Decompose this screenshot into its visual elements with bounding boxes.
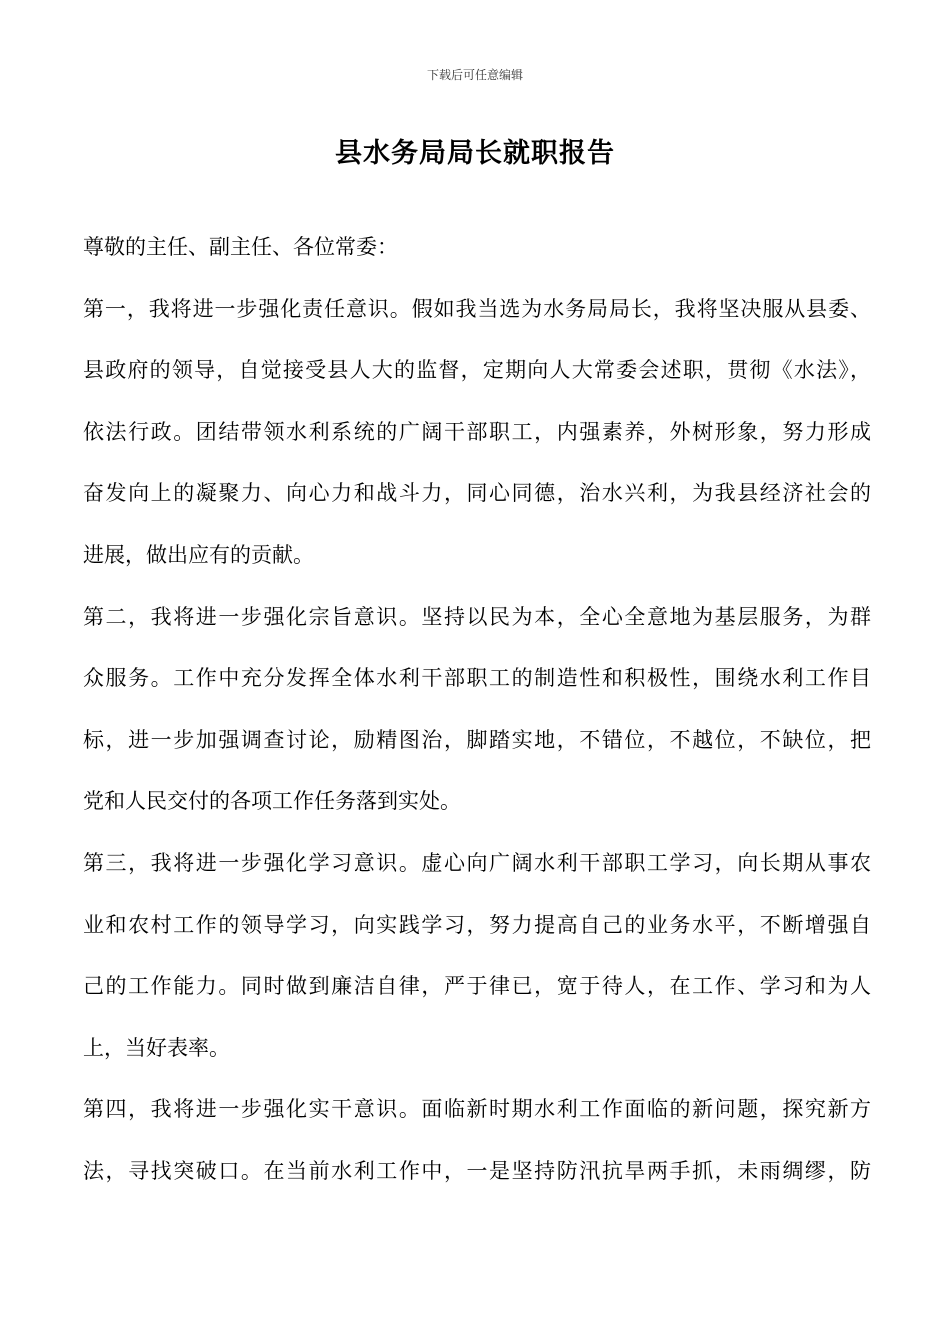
text-line: 己的工作能力。同时做到廉洁自律，严于律已，宽于待人，在工作、学习和为人 [83, 974, 871, 999]
text-line: 第四，我将进一步强化实干意识。面临新时期水利工作面临的新问题，探究新方 [83, 1097, 871, 1122]
text-line: 奋发向上的凝聚力、向心力和战斗力，同心同德，治水兴利，为我县经济社会的 [83, 481, 871, 506]
document-title: 县水务局局长就职报告 [335, 138, 615, 169]
text-line: 第一，我将进一步强化责任意识。假如我当选为水务局局长，我将坚决服从县委、 [83, 296, 871, 321]
text-line: 依法行政。团结带领水利系统的广阔干部职工，内强素养，外树形象，努力形成 [83, 419, 871, 444]
text-line: 业和农村工作的领导学习，向实践学习，努力提高自己的业务水平，不断增强自 [83, 912, 871, 937]
text-line: 法，寻找突破口。在当前水利工作中，一是坚持防汛抗旱两手抓，未雨绸缪，防 [83, 1158, 871, 1183]
text-line: 进展，做出应有的贡献。 [83, 542, 314, 567]
text-line: 第三，我将进一步强化学习意识。虚心向广阔水利干部职工学习，向长期从事农 [83, 850, 871, 875]
salutation-line: 尊敬的主任、副主任、各位常委： [83, 235, 398, 259]
text-line: 第二，我将进一步强化宗旨意识。坚持以民为本，全心全意地为基层服务，为群 [83, 604, 871, 629]
text-line: 标，进一步加强调查讨论，励精图治，脚踏实地，不错位，不越位，不缺位，把 [83, 727, 871, 752]
text-line: 县政府的领导，自觉接受县人大的监督，定期向人大常委会述职，贯彻《水法》， [83, 358, 871, 383]
text-line: 上，当好表率。 [83, 1035, 230, 1060]
text-line: 党和人民交付的各项工作任务落到实处。 [83, 789, 461, 814]
header-note: 下载后可任意编辑 [426, 68, 523, 82]
document-body [83, 232, 871, 1218]
text-line: 众服务。工作中充分发挥全体水利干部职工的制造性和积极性，围绕水利工作目 [83, 666, 871, 691]
